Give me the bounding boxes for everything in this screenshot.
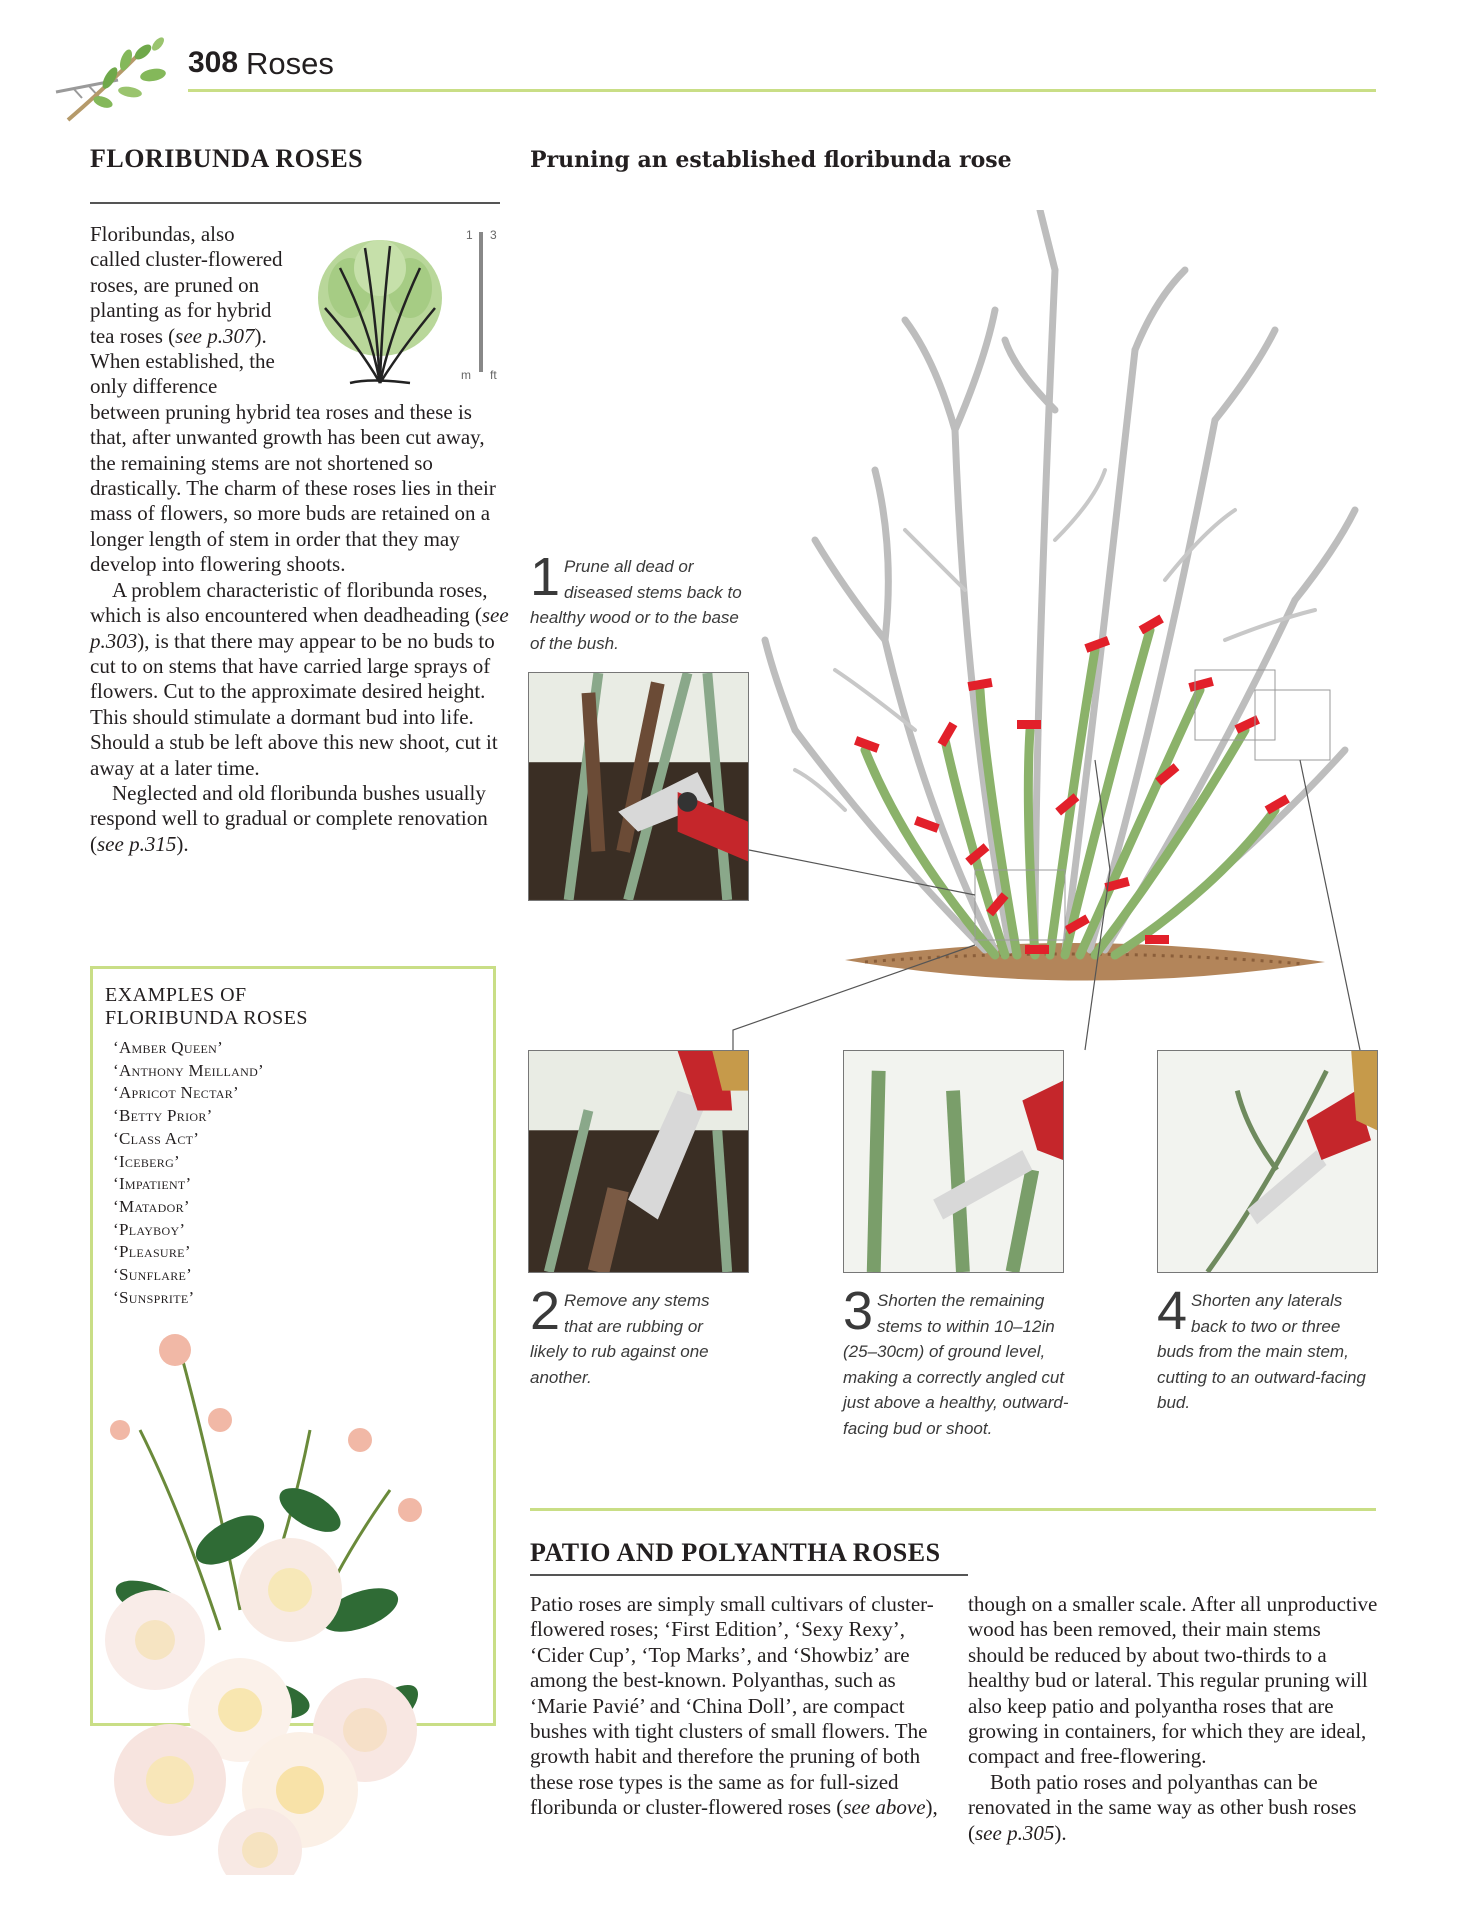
list-item: ‘Apricot Nectar’ bbox=[113, 1083, 239, 1103]
list-item: ‘Sunflare’ bbox=[113, 1265, 193, 1285]
list-item: ‘Sunsprite’ bbox=[113, 1287, 195, 1307]
page-reference: see p.305 bbox=[975, 1820, 1055, 1845]
section-heading-floribunda: FLORIBUNDA ROSES bbox=[90, 144, 364, 173]
paragraph-1: Floribundas, also called cluster-flowered roses, are pruned on planting as for hybrid tea roses (see p.307). When established, the only difference between pruning hybrid tea roses and these is that, after unwanted growth has been cut away, the remaining stems are not shortened so drastically. The charm of these roses lies in their mass of flowers, so more buds are retained on a longer length of stem in order that they may develop into flowering shoots. bbox=[90, 222, 496, 577]
list-item: ‘Matador’ bbox=[113, 1196, 190, 1216]
scale-value-m: 1 bbox=[466, 228, 473, 242]
pruning-heading: Pruning an established floribunda rose bbox=[530, 147, 1012, 173]
list-item: ‘Pleasure’ bbox=[113, 1242, 191, 1262]
step-number: 4 bbox=[1157, 1281, 1188, 1341]
heading-underline bbox=[530, 1574, 968, 1576]
step-1-caption: 1 Prune all dead or diseased stems back to healthy wood or to the base of the bush. bbox=[530, 547, 742, 653]
examples-heading: EXAMPLES OF FLORIBUNDA ROSES bbox=[105, 984, 309, 1029]
step-number: 1 bbox=[530, 547, 561, 607]
scale-unit-ft: ft bbox=[490, 368, 497, 382]
page-reference: see above bbox=[843, 1795, 926, 1820]
step-number: 3 bbox=[843, 1281, 874, 1341]
header-rule bbox=[188, 89, 1376, 92]
step-4-caption: 4 Shorten any laterals back to two or three buds from the main stem, cutting to an outward-facing bud. bbox=[1157, 1281, 1366, 1413]
list-item: ‘Playboy’ bbox=[113, 1219, 186, 1239]
list-item: ‘Amber Queen’ bbox=[113, 1038, 224, 1057]
rose-bush-pruning-illustration bbox=[755, 210, 1395, 1010]
section-rule bbox=[530, 1508, 1376, 1511]
page-reference: see p.315 bbox=[97, 831, 177, 856]
step-3-photo bbox=[843, 1050, 1064, 1273]
paragraph-2: A problem characteristic of floribunda roses, which is also encountered when deadheading (see p.303), is that there may appear to be no buds to cut to on stems that have carried large sprays of flowers. Cut to the approximate desired height. This should stimulate a dormant bud into life. Should a stub be left above this new shoot, cut it away at a later time. bbox=[90, 577, 509, 780]
rose-sprig-logo-icon bbox=[48, 30, 178, 122]
page-number: 308 bbox=[188, 46, 239, 79]
step-2-photo bbox=[528, 1050, 749, 1273]
step-1-photo bbox=[528, 672, 749, 901]
step-3-caption: 3 Shorten the remaining stems to within 10–12in (25–30cm) of ground level, making a correctly angled cut just above a healthy, outward-facing bud or shoot. bbox=[843, 1281, 1069, 1438]
heading-underline bbox=[90, 202, 500, 204]
list-item: ‘Class Act’ bbox=[113, 1128, 200, 1148]
step-4-photo bbox=[1157, 1050, 1378, 1273]
examples-list bbox=[113, 1037, 264, 1309]
running-head: Roses bbox=[246, 46, 334, 81]
section-heading-patio: PATIO AND POLYANTHA ROSES bbox=[530, 1538, 941, 1567]
patio-body-column-1: Patio roses are simply small cultivars of cluster-flowered roses; ‘First Edition’, ‘Sexy Rexy’, ‘Cider Cup’, ‘Top Marks’, and ‘Showbiz’ are among the best-known. Polyanthas, such as ‘Marie Pavié’ and ‘China Doll’, are compact bushes with tight clusters of small flowers. The growth habit and therefore the pruning of both these rose types is the same as for full-sized floribunda or cluster-flowered roses (see above), bbox=[530, 1592, 938, 1820]
list-item: ‘Iceberg’ bbox=[113, 1151, 181, 1171]
page-reference: see p.307 bbox=[175, 323, 255, 348]
step-number: 2 bbox=[530, 1281, 561, 1341]
list-item: ‘Impatient’ bbox=[113, 1174, 192, 1194]
scale-bar bbox=[479, 232, 483, 372]
step-2-caption: 2 Remove any stems that are rubbing or likely to rub against one another. bbox=[530, 1281, 710, 1387]
paragraph-3: Neglected and old floribunda bushes usually respond well to gradual or complete renovation (see p.315). bbox=[90, 780, 488, 856]
patio-body-column-2: though on a smaller scale. After all unproductive wood has been removed, their main stems should be reduced by about two-thirds to a healthy bud or lateral. This regular pruning will also keep patio and polyantha roses that are growing in containers, for which they are ideal, compact and free-flowering. Both patio roses and polyanthas can be renovated in the same way as other bush roses (see p.305). bbox=[968, 1592, 1378, 1845]
list-item: ‘Betty Prior’ bbox=[113, 1106, 213, 1126]
scale-value-ft: 3 bbox=[490, 228, 497, 242]
floribunda-rose-photo bbox=[60, 1310, 440, 1875]
page-reference: see p.303 bbox=[90, 603, 509, 653]
scale-unit-m: m bbox=[461, 368, 471, 382]
list-item: ‘Anthony Meilland’ bbox=[113, 1060, 265, 1080]
floribunda-bush-icon bbox=[310, 228, 450, 388]
